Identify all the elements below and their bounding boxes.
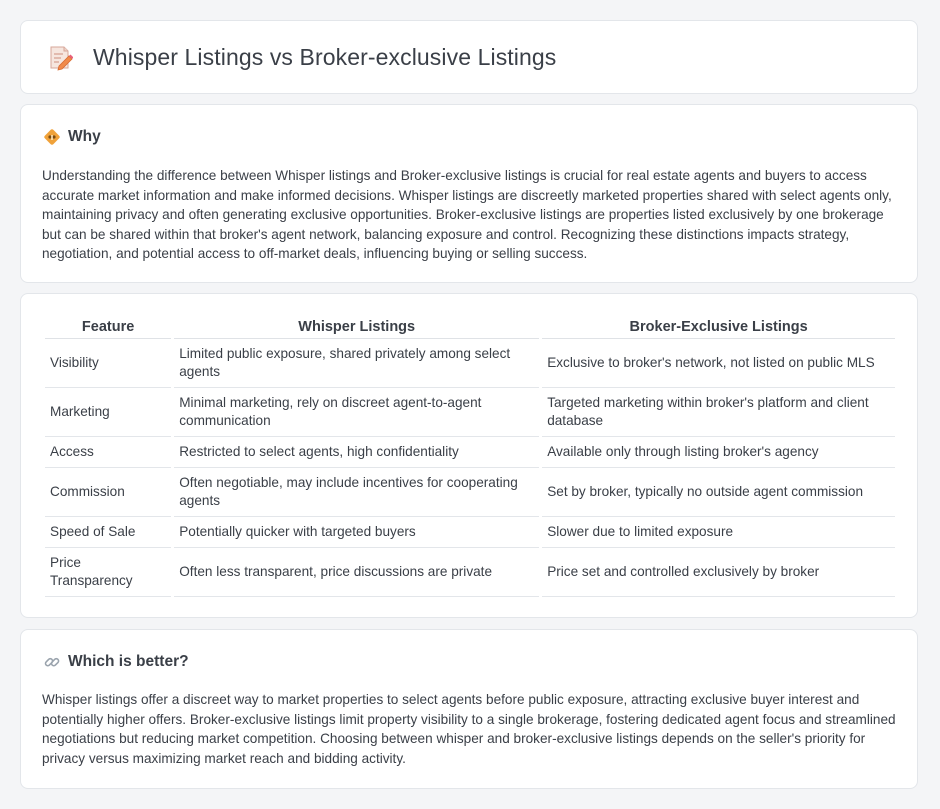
feature-cell: Visibility [45,339,171,388]
better-text: Whisper listings offer a discreet way to market properties to select agents before public exposure, attracting exclusive buyer interest and potentially higher offers. Broker-exclusive listings limit property visibility to a single brokerage, fostering dedicated agent focus and streamlined negotiations but reducing market competition. Choosing between whisper and broker-exclusive listings depends on the seller's priority for privacy versus maximizing market reach and bidding activity. [42,692,896,766]
table-row [45,468,895,517]
header-whisper: Whisper Listings [174,316,539,339]
title-card [20,20,918,94]
broker-cell: Targeted marketing within broker's platform and client database [542,388,895,437]
feature-cell: Access [45,437,171,468]
table-row [45,388,895,437]
whisper-cell: Minimal marketing, rely on discreet agent-to-agent communication [174,388,539,437]
better-card [20,629,918,789]
diamond-sign-icon [43,128,61,146]
whisper-cell: Potentially quicker with targeted buyers [174,517,539,548]
better-heading-row [43,653,189,671]
table-row [45,517,895,548]
feature-cell: Marketing [45,388,171,437]
broker-cell: Available only through listing broker's agency [542,437,895,468]
table-header-row [45,316,895,339]
feature-cell: Commission [45,468,171,517]
feature-cell: Price Transparency [45,548,171,597]
broker-cell: Exclusive to broker's network, not listed on public MLS [542,339,895,388]
page-title: Whisper Listings vs Broker-exclusive Listings [93,43,557,70]
notepad-pencil-icon [47,43,73,71]
broker-cell: Slower due to limited exposure [542,517,895,548]
whisper-cell: Often less transparent, price discussions are private [174,548,539,597]
comparison-card [20,293,918,618]
why-heading-row [43,128,101,146]
feature-cell: Speed of Sale [45,517,171,548]
link-icon [43,653,61,671]
why-text: Understanding the difference between Whisper listings and Broker-exclusive listings is crucial for real estate agents and buyers to access accurate market information and make informed decisions. Whisper listings are discreetly marketed properties shared with select agents only, maintaining privacy and often generating exclusive opportunities. Broker-exclusive listings are properties listed exclusively by one brokerage but can be shared within that broker's agent network, balancing exposure and control. Recognizing these distinctions impacts strategy, negotiation, and potential access to off-market deals, influencing buying or selling success. [42,168,892,262]
why-heading: Why [68,128,101,145]
table-row [45,339,895,388]
whisper-cell: Often negotiable, may include incentives for cooperating agents [174,468,539,517]
why-card [20,104,918,283]
table-row [45,548,895,597]
header-feature: Feature [45,316,171,339]
comparison-table [42,316,898,597]
better-heading: Which is better? [68,653,189,670]
whisper-cell: Restricted to select agents, high confidentiality [174,437,539,468]
table-row [45,437,895,468]
broker-cell: Set by broker, typically no outside agent commission [542,468,895,517]
broker-cell: Price set and controlled exclusively by broker [542,548,895,597]
whisper-cell: Limited public exposure, shared privately among select agents [174,339,539,388]
title-row [47,43,556,71]
header-broker: Broker-Exclusive Listings [542,316,895,339]
